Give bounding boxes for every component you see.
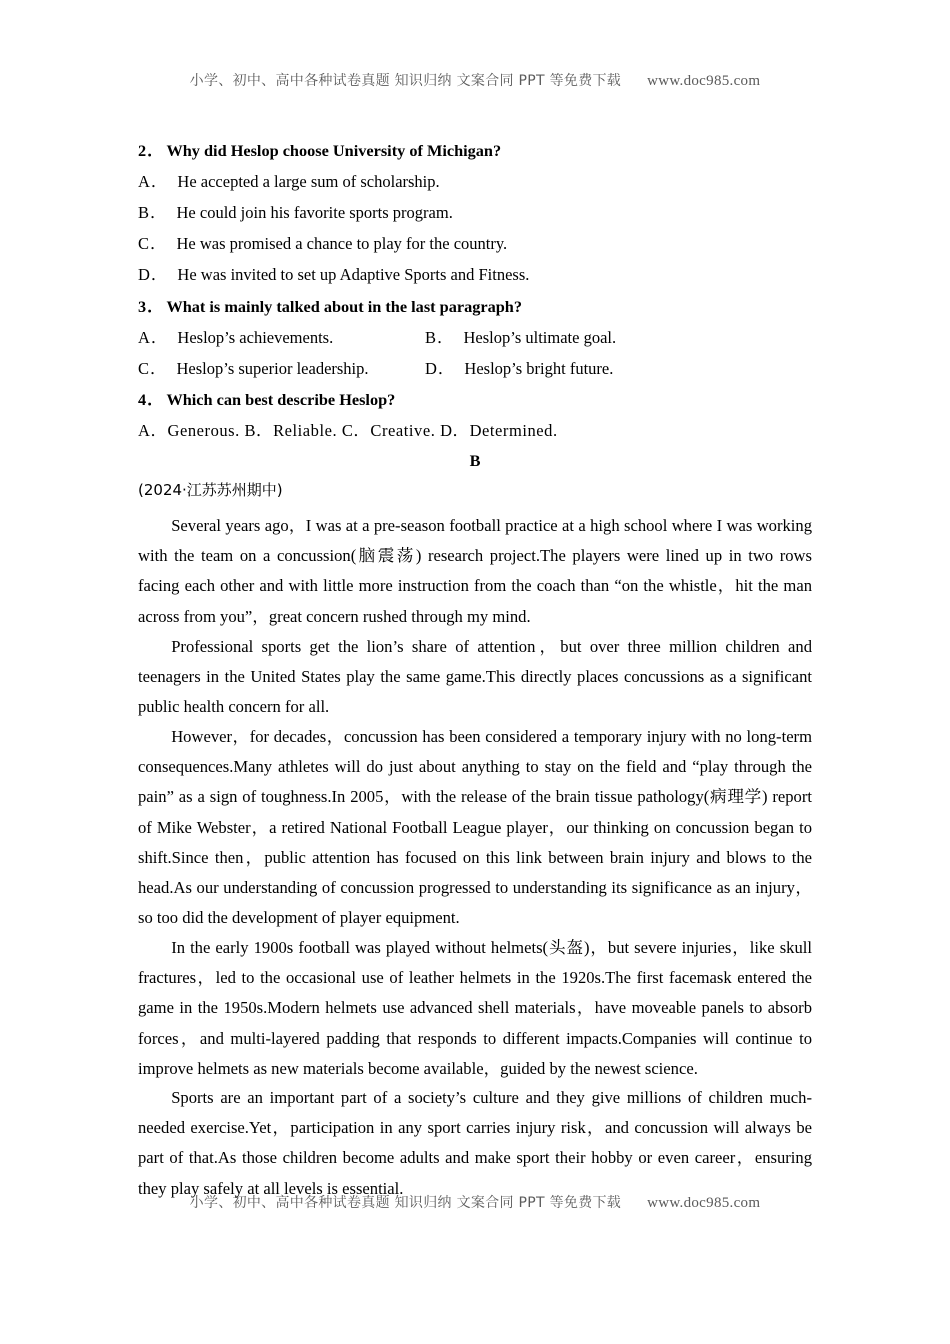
question-3-option-c[interactable] [138,361,425,378]
passage-paragraph-2: Professional sports get the lion’s share of attention，but over three million children and teenagers in the United States play the same game.This directly places concussions as a significant public health concern for all. [138,637,812,717]
option-separator: ． [150,234,167,253]
question-2-option-c[interactable] [138,236,812,253]
option-letter: D [425,359,437,378]
question-3-options-row-1 [138,330,812,347]
question-3-option-d[interactable] [425,361,812,378]
option-separator: ． [150,265,168,284]
passage-paragraph-1: Several years ago，I was at a pre-season football practice at a high school where I was working with the team on a concussion(脑震荡) research project.The players were lined up in two rows facing each other and with little more instruction from the coach than “on the whistle，hit the man across from you”，great concern rushed through my mind. [138,516,812,626]
option-separator: ． [437,328,454,347]
option-letter: D [138,265,150,284]
question-2-stem [138,143,812,159]
option-separator: ． [437,359,455,378]
page-header-watermark [0,70,950,90]
passage-paragraph-4: In the early 1900s football was played without helmets(头盔)，but severe injuries，like skull fractures，led to the occasional use of leather helmets in the 1920s.The first facemask entered the game in the 1950s.Modern helmets use advanced shell materials，have moveable panels to absorb forces，and multi-layered padding that responds to different impacts.Companies will continue to improve helmets as new materials become available，guided by the newest science. [138,938,812,1078]
option-letter: A [138,172,150,191]
option-text: Heslop’s superior leadership. [176,359,369,378]
question-3-options-row-2 [138,361,812,378]
question-4-marker: ． [147,390,164,409]
watermark-url: www.doc985.com [647,73,761,89]
question-2-option-b[interactable] [138,205,812,222]
option-text: He was promised a chance to play for the country. [176,234,508,253]
question-4-number: 4 [138,390,147,409]
page-footer-watermark [0,1192,950,1212]
option-separator: ． [150,359,167,378]
option-text: Heslop’s bright future. [464,359,614,378]
option-letter: B [138,203,150,222]
option-text: Heslop’s ultimate goal. [463,328,617,347]
watermark-chinese-text: 小学、初中、高中各种试卷真题 知识归纳 文案合同 PPT 等免费下载 [189,73,622,89]
watermark-url: www.doc985.com [647,1195,761,1211]
question-2-number: 2 [138,141,147,160]
question-3-number: 3 [138,297,147,316]
question-2-option-d[interactable] [138,267,812,284]
question-3-option-a[interactable] [138,330,425,347]
question-3-stem [138,299,812,315]
section-letter-heading: B [469,451,481,470]
question-3-marker: ． [147,297,164,316]
question-3-option-b[interactable] [425,330,812,347]
question-4-options-inline[interactable]: A．Generous. B．Reliable. C．Creative. D．Determined. [138,421,558,440]
passage-source-text: (2024·江苏苏州期中) [138,481,283,499]
option-separator: ． [150,172,168,191]
passage-paragraph-5: Sports are an important part of a society’s culture and they give millions of children much-needed exercise.Yet，participation in any sport carries injury risk，and concussion will always be part of that.As those children become adults and make sport their hobby or even career，ensuring they play safely at all levels is essential. [138,1088,812,1198]
option-text: He accepted a large sum of scholarship. [177,172,440,191]
option-separator: ． [150,328,168,347]
option-text: Heslop’s achievements. [177,328,334,347]
option-letter: B [425,328,437,347]
question-2-text: Why did Heslop choose University of Michigan? [166,141,502,160]
option-letter: A [138,328,150,347]
question-3-text: What is mainly talked about in the last paragraph? [166,297,522,316]
passage-source [138,483,283,499]
option-text: He was invited to set up Adaptive Sports and Fitness. [177,265,530,284]
option-letter: C [138,234,150,253]
question-2-option-a[interactable] [138,174,812,191]
question-4-text: Which can best describe Heslop? [166,390,396,409]
option-text: He could join his favorite sports program. [176,203,453,222]
option-letter: C [138,359,150,378]
passage-paragraph-3: However，for decades，concussion has been considered a temporary injury with no long-term consequences.Many athletes will do just about anything to stay on the field and “play through the pain” as a sign of toughness.In 2005，with the release of the brain tissue pathology(病理学) report of Mike Webster，a retired National Football League player，our thinking on concussion began to shift.Since then，public attention has focused on this link between brain injury and blows to the head.As our understanding of concussion progressed to understanding its significance as an injury，so too did the development of player equipment. [138,727,812,928]
watermark-chinese-text: 小学、初中、高中各种试卷真题 知识归纳 文案合同 PPT 等免费下载 [189,1195,622,1211]
question-2-marker: ． [147,141,164,160]
question-4-stem [138,392,812,408]
option-separator: ． [150,203,167,222]
